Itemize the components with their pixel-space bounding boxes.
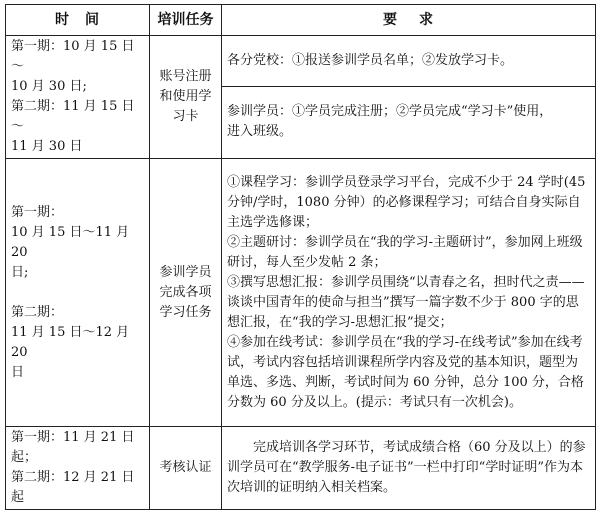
task-cell: 账号注册 和使用学 习卡 xyxy=(150,36,222,159)
header-row xyxy=(6,5,596,36)
requirement-cell xyxy=(222,86,596,158)
table-row xyxy=(6,36,596,87)
header-requirement: 要求 xyxy=(222,5,596,36)
requirement-text: 各分党校：①报送参训学员名单；②发放学习卡。 xyxy=(227,52,514,68)
requirement-cell xyxy=(222,159,596,427)
training-schedule xyxy=(5,4,595,505)
requirement-item: ①课程学习：参训学员登录学习平台，完成不少于 24 学时(45 分钟/学时，1080 分钟）的必修课程学习；可结合自身实际自主选学选修课； xyxy=(227,174,586,230)
table-row xyxy=(6,159,596,427)
schedule-table xyxy=(5,4,596,510)
requirement-item: ③撰写思想汇报：参训学员围绕“以青春之名，担时代之责——谈谈中国青年的使命与担当”撰写一篇字数不少于 800 字的思想汇报，在“我的学习-思想汇报”提交； xyxy=(227,274,585,330)
time-cell: 第一期：10 月 15 日～ 10 月 30 日; 第二期：11 月 15 日～ 11 月 30 日 xyxy=(6,36,150,159)
table-row xyxy=(6,427,596,510)
requirement-cell xyxy=(222,427,596,510)
time-cell: 第一期：11 月 21 日起； 第二期：12 月 21 日起 xyxy=(6,427,150,510)
header-task: 培训任务 xyxy=(150,5,222,36)
task-cell: 参训学员 完成各项 学习任务 xyxy=(150,159,222,427)
requirement-cell xyxy=(222,36,596,87)
requirement-item: ④参加在线考试：参训学员在“我的学习-在线考试”参加在线考试，考试内容包括培训课程所学内容及党的基本知识，题型为单选、多选、判断，考试时间为 60 分钟，总分 100 分，合格分数为 60 分及以上。(提示：考试只有一次机会)。 xyxy=(227,334,584,410)
requirement-item: ②主题研讨：参训学员在“我的学习-主题研讨”，参加网上班级研讨，每人至少发帖 2 条； xyxy=(227,234,583,270)
header-time: 时间 xyxy=(6,5,150,36)
time-cell: 第一期： 10 月 15 日～11 月 20 日; 第二期： 11 月 15 日～12 月 20 日 xyxy=(6,159,150,427)
requirement-text: 参训学员：①学员完成注册；②学员完成“学习卡”使用， 进入班级。 xyxy=(227,104,553,140)
requirement-text: 完成培训各学习环节，考试成绩合格（60 分及以上）的参训学员可在“教学服务-电子证书”一栏中打印“学时证明”作为本次培训的证明纳入相关档案。 xyxy=(227,440,586,495)
task-cell: 考核认证 xyxy=(150,427,222,510)
